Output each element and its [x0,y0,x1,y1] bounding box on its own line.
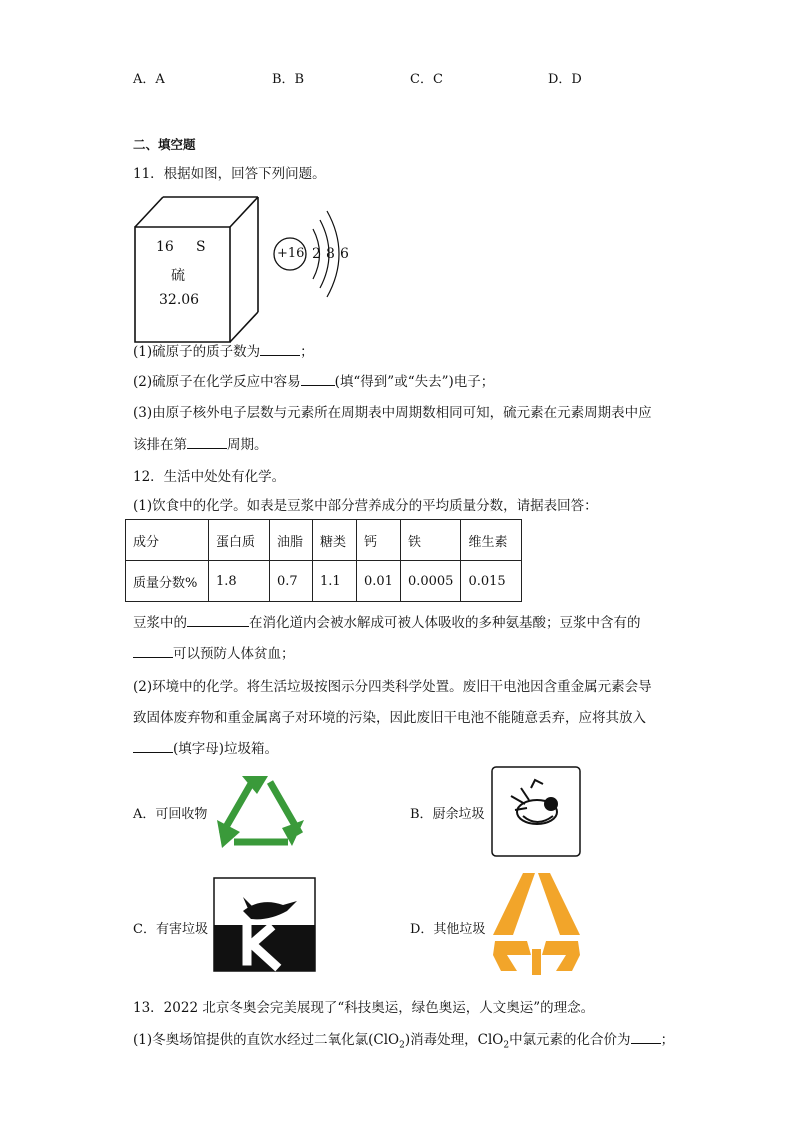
table-header: 成分 [126,520,209,561]
q11-part3-line1: (3)由原子核外电子层数与元素所在周期表中周期数相同可知，硫元素在元素周期表中应 [133,405,652,421]
bin-d-label: D．其他垃圾 [410,922,486,937]
hazardous-waste-icon [213,877,316,972]
option-a: A．A [133,72,165,87]
table-header: 油脂 [270,520,313,561]
table-cell: 0.0005 [400,561,461,602]
q13-part1: (1)冬奥场馆提供的直饮水经过二氧化氯(ClO$_2$)消毒处理，ClO$_2$中氯元素的化合价为 ； [133,1032,675,1051]
element-name: 硫 [171,268,185,284]
table-cell: 0.01 [357,561,401,602]
q12-part2-line1: (2)环境中的化学。将生活垃圾按图示分四类科学处置。废旧干电池因含重金属元素会导 [133,679,652,695]
element-symbol: S [196,239,206,255]
sulfur-diagram [130,192,370,352]
table-row [126,561,522,602]
q12-part1: (1)饮食中的化学。如表是豆浆中部分营养成分的平均质量分数，请据表回答： [133,498,598,514]
q11-part3-line2: 该排在第 周期。 [133,437,268,453]
bin-c-label: C．有害垃圾 [133,922,208,937]
q11-title: 11．根据如图，回答下列问题。 [133,166,326,182]
shell-3: 6 [340,246,349,262]
element-number: 16 [156,239,174,255]
table-header: 维生素 [461,520,522,561]
table-header: 糖类 [313,520,357,561]
recycle-icon [212,772,310,850]
table-cell: 1.1 [313,561,357,602]
option-d: D．D [548,72,582,87]
table-header-row [126,520,522,561]
shell-1: 2 [312,246,321,262]
q12-soy-line2: 可以预防人体贫血； [133,642,295,662]
table-header: 钙 [357,520,401,561]
q12-part2-line2: 致固体废弃物和重金属离子对环境的污染，因此废旧干电池不能随意丢弃，应将其放入 [133,710,646,726]
food-waste-icon [491,766,581,857]
table-header: 蛋白质 [209,520,270,561]
q12-title: 12．生活中处处有化学。 [133,469,286,485]
bin-a-label: A．可回收物 [133,807,208,822]
option-b: B．B [272,72,305,87]
bin-b-label: B．厨余垃圾 [410,807,485,822]
q12-soy-line1: 豆浆中的 在消化道内会被水解成可被人体吸收的多种氨基酸；豆浆中含有的 [133,615,641,631]
q13-title: 13．2022 北京冬奥会完美展现了“科技奥运，绿色奥运，人文奥运”的理念。 [133,1000,595,1016]
q12-part2-line3: (填字母)垃圾箱。 [133,737,278,757]
shell-2: 8 [326,246,335,262]
q11-part2: (2)硫原子在化学反应中容易 (填“得到”或“失去”)电子； [133,374,495,390]
element-mass: 32.06 [159,292,200,308]
option-c: C．C [410,72,443,87]
table-cell: 1.8 [209,561,270,602]
section-title: 二、填空题 [133,137,196,152]
other-waste-icon [489,871,584,979]
table-header: 铁 [400,520,461,561]
table-row-label: 质量分数% [126,561,209,602]
table-cell: 0.7 [270,561,313,602]
nutrition-table [125,519,522,602]
nucleus-charge: +16 [277,246,305,261]
table-cell: 0.015 [461,561,522,602]
q11-part1: (1)硫原子的质子数为 ； [133,344,314,360]
